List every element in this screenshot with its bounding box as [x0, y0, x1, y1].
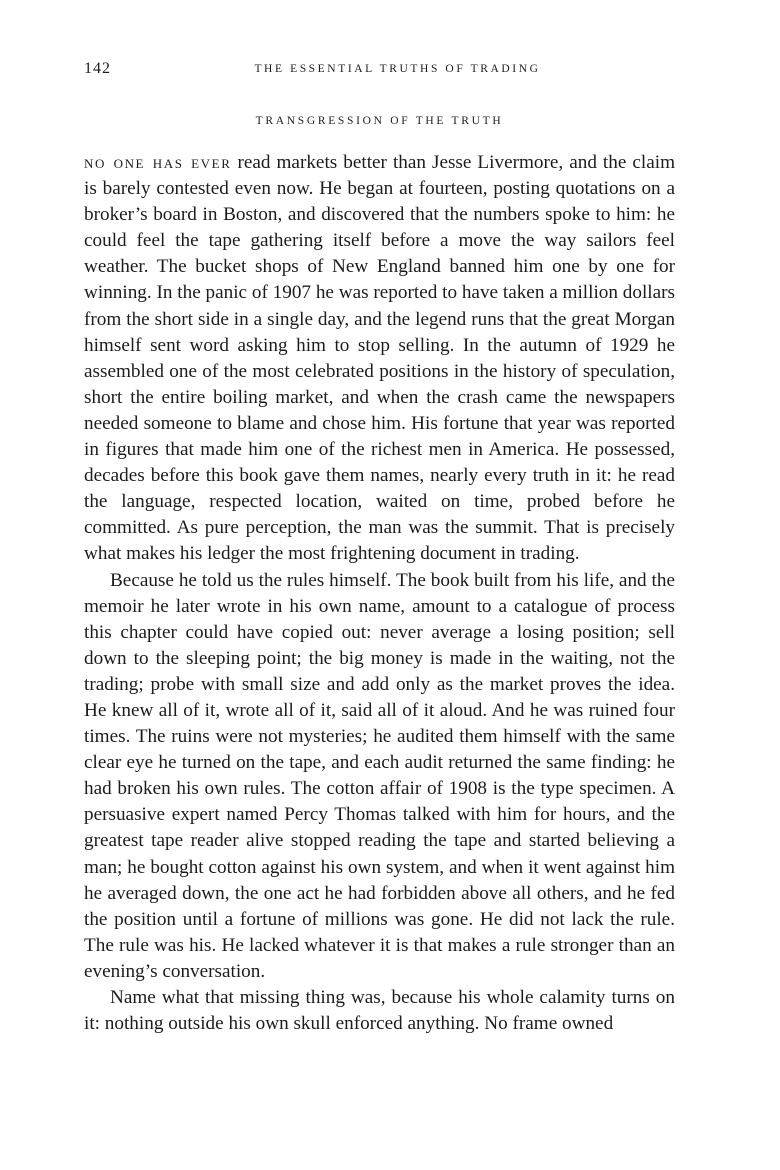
running-head [84, 63, 675, 75]
paragraph-1 [84, 150, 675, 568]
section-title: TRANSGRESSION OF THE TRUTH [255, 115, 504, 127]
page-number: 142 [84, 60, 111, 77]
paragraph-3: Name what that missing thing was, because his whole calamity turns on it: nothing outside his own skull enforced anything. No frame owned [84, 987, 675, 1035]
paragraph-1-text: read markets better than Jesse Livermore, and the claim is barely contested even now. He began at fourteen, posting quotations on a broker’s board in Boston, and discovered that the numbers spoke to him: he could feel the tape gathering itself before a move the way sailors feel weather. The bucket shops of New England banned him one by one for winning. In the panic of 1907 he was reported to have taken a million dollars from the short side in a single day, and the legend runs that the great Morgan himself sent word asking him to stop selling. In the autumn of 1929 he assembled one of the most celebrated positions in the history of speculation, short the entire boiling market, and when the crash came the newspapers needed someone to blame and chose him. His fortune that year was reported in figures that made him one of the richest men in America. He possessed, decades before this book gave them names, nearly every truth in it: he read the language, respected location, waited on time, probed before he committed. As pure perception, the man was the summit. That is precisely what makes his ledger the most frightening document in trading. [84, 152, 675, 565]
paragraph-2: Because he told us the rules himself. The book built from his life, and the memoir he later wrote in his own name, amount to a catalogue of process this chapter could have copied out: never average a losing position; sell down to the sleeping point; the big money is made in the waiting, not the trading; probe with small size and add only as the market proves the idea. He knew all of it, wrote all of it, said all of it aloud. And he was ruined four times. The ruins were not mysteries; he audited them himself with the same clear eye he turned on the tape, and each audit returned the same finding: he had broken his own rules. The cotton affair of 1908 is the type specimen. A persuasive expert named Percy Thomas talked with him for hours, and the greatest tape reader alive stopped reading the tape and started believing a man; he bought cotton against his own system, and when it went against him he averaged down, the one act he had forbidden above all others, and he fed the position until a fortune of millions was gone. He did not lack the rule. The rule was his. He lacked whatever it is that makes a rule stronger than an evening’s conversation. [84, 569, 675, 982]
running-head-text: THE ESSENTIAL TRUTHS OF TRADING [254, 63, 541, 75]
lead-in-smallcaps: no one has ever [84, 152, 232, 173]
body-text [84, 150, 675, 1037]
